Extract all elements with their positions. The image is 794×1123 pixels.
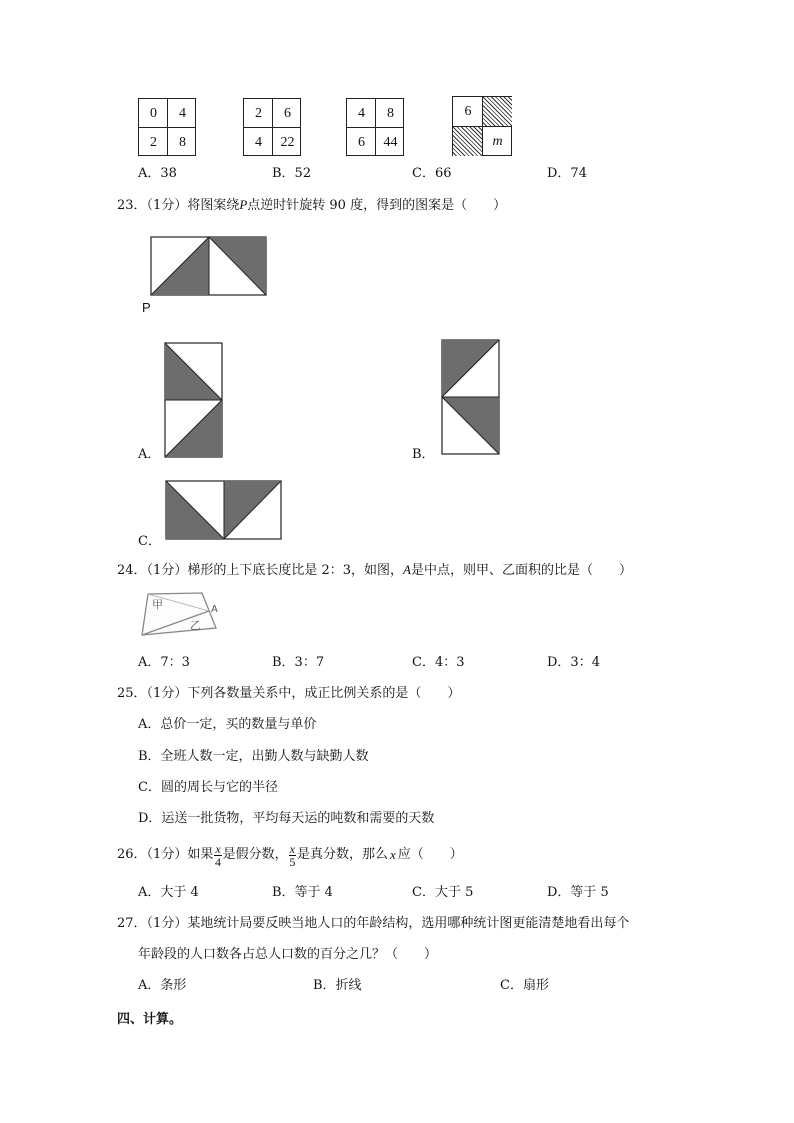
q23-original-figure xyxy=(150,236,268,298)
q26-stem: 26．（1分）如果 $\frac{x}{4}$ 是假分数， $\frac{x}{5}$ 是真分数，那么 x 应（ ） xyxy=(117,841,463,869)
q24-stem: 24．（1分）梯形的上下底长度比是 2：3，如图，A是中点，则甲、乙面积的比是（ ） xyxy=(117,562,632,578)
grid-cell: 2 xyxy=(150,134,157,150)
q26-option-c: C．大于 5 xyxy=(412,885,474,900)
grid-cell: 4 xyxy=(255,134,262,150)
grid-cell: 22 xyxy=(280,134,295,150)
q27-option-c: C．扇形 xyxy=(500,978,549,993)
q25-option-b: B．全班人数一定，出勤人数与缺勤人数 xyxy=(138,749,369,764)
q25-option-c: C．圆的周长与它的半径 xyxy=(138,780,278,795)
q23-option-b-figure xyxy=(441,339,501,457)
q23-option-c-figure xyxy=(165,480,283,542)
number-grid-b xyxy=(243,98,301,156)
q23-stem: 23．（1分）将图案绕P点逆时针旋转 90 度，得到的图案是（ ） xyxy=(117,197,507,213)
number-grid-a xyxy=(138,98,196,156)
q25-option-d: D．运送一批货物，平均每天运的吨数和需要的天数 xyxy=(138,811,435,826)
grid-cell: 8 xyxy=(387,105,394,121)
q26-option-a: A．大于 4 xyxy=(138,885,199,900)
grid-cell: 4 xyxy=(358,105,365,121)
q22-option-b: B．52 xyxy=(272,166,312,181)
q27-stem-line2: 年龄段的人口数各占总人口数的百分之几？（ ） xyxy=(138,947,438,962)
rotation-point-label: P xyxy=(142,300,151,315)
q23-option-a-figure xyxy=(164,342,224,460)
grid-cell: 6 xyxy=(464,104,472,119)
q23-option-b: B． xyxy=(412,447,435,462)
section-title: 四、计算。 xyxy=(117,1012,183,1027)
q23-option-c: C． xyxy=(138,534,161,549)
trapezoid-figure xyxy=(138,588,228,640)
grid-cell: 2 xyxy=(255,105,262,121)
hatched-cell xyxy=(483,97,512,126)
q23-option-a: A． xyxy=(138,447,161,462)
label-jia: 甲 xyxy=(152,598,163,611)
q27-option-b: B．折线 xyxy=(313,978,362,993)
q26-option-d: D．等于 5 xyxy=(547,885,609,900)
q22-option-d: D．74 xyxy=(547,166,587,181)
q24-option-c: C．4：3 xyxy=(412,655,465,670)
grid-cell: 4 xyxy=(179,105,186,121)
fraction-x-over-4: $\frac{x}{4}$ xyxy=(214,841,221,869)
q24-option-a: A．7：3 xyxy=(138,655,190,670)
grid-cell: 44 xyxy=(383,134,398,150)
q22-option-c: C．66 xyxy=(412,166,452,181)
label-yi: 乙 xyxy=(190,619,201,632)
grid-cell-unknown: m xyxy=(492,133,503,149)
q26-option-b: B．等于 4 xyxy=(272,885,333,900)
grid-cell: 8 xyxy=(179,134,186,150)
q24-option-d: D．3：4 xyxy=(547,655,600,670)
q27-option-a: A．条形 xyxy=(138,978,187,993)
label-a: A xyxy=(211,604,218,615)
grid-cell: 0 xyxy=(150,105,157,121)
number-grid-d xyxy=(452,96,512,156)
fraction-x-over-5: $\frac{x}{5}$ xyxy=(289,841,296,869)
grid-cell: 6 xyxy=(284,105,291,121)
grid-cell: 6 xyxy=(358,134,365,150)
hatched-cell xyxy=(453,127,482,156)
q27-stem-line1: 27．（1分）某地统计局要反映当地人口的年龄结构，选用哪种统计图更能清楚地看出每个 xyxy=(117,916,630,931)
q22-option-a: A．38 xyxy=(138,166,177,181)
q24-option-b: B．3：7 xyxy=(272,655,325,670)
q25-stem: 25．（1分）下列各数量关系中，成正比例关系的是（ ） xyxy=(117,686,461,701)
q25-option-a: A．总价一定，买的数量与单价 xyxy=(138,717,317,732)
number-grid-c xyxy=(346,98,404,156)
